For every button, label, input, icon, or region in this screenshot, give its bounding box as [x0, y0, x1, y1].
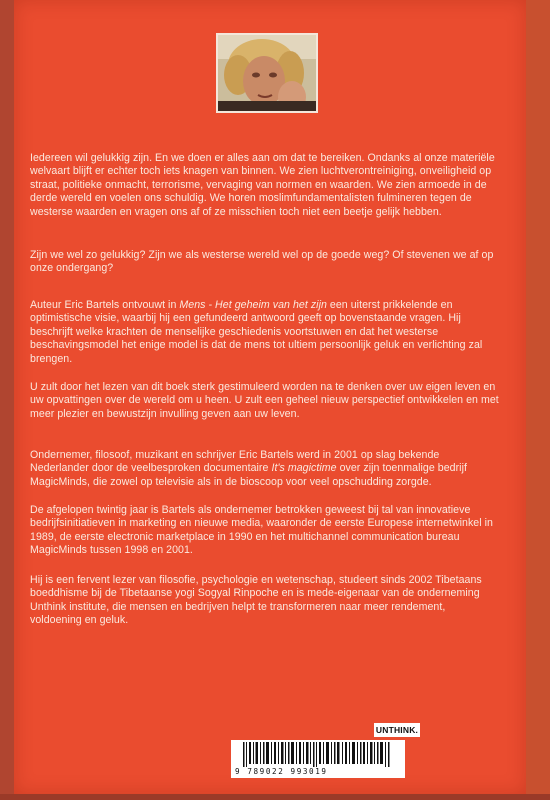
paragraph-reader-benefit: U zult door het lezen van dit boek sterk gestimuleerd worden na te denken over uw eigen leven en uw opvattingen over de wereld om u heen. U zult een geheel nieuw perspectief ontwikkelen en met meer plezier en bewustzijn invulling geven aan uw leven. [30, 381, 499, 420]
text-segment: een uiterst prikkelende en optimistische visie, waarbij hij een gefundeerd antwoord geeft op bovenstaande vragen. Hij beschrijft welke krachten de menselijke geschiedenis voortstuwen en dat het westerse beschavingsmodel het enige model is dat de mens tot ultiem persoonlijk geluk en verlichting zal brengen. [30, 299, 483, 365]
publisher-logo: UNTHINK. [375, 725, 419, 735]
paragraph-interests: Hij is een fervent lezer van filosofie, psychologie en wetenschap, studeert sinds 2002 Tibetaans boeddhisme bij de Tibetaanse yogi Sogyal Rinpoche en is mede-eigenaar van de onderneming Unthink institute, die mensen en bedrijven helpt te transformeren naar meer rendement, voldoening en geluk. [30, 574, 482, 627]
author-photo [216, 33, 318, 113]
text-segment: over zijn toenmalige bedrijf MagicMinds, die zowel op televisie als in de bioscoop voor veel opschudding zorgde. [30, 462, 467, 488]
paragraph-intro: Iedereen wil gelukkig zijn. En we doen er alles aan om dat te bereiken. Ondanks al onze materiële welvaart blijft er echter toch iets knagen van binnen. We zien luchtverontreiniging, onveiligheid op straat, politieke onmacht, terrorisme, vervaging van normen en waarden. We zien armoede in de derde wereld en voelen ons schuldig. We horen moslimfundamentalisten fulmineren tegen de westerse waarden en vragen ons af of ze misschien toch niet een beetje gelijk hebben. [30, 152, 495, 218]
text-segment: Ondernemer, filosoof, muzikant en schrijver Eric Bartels werd in 2001 op slag bekende Nederlander door de veelbesproken documentaire [30, 449, 440, 475]
spine-edge [0, 0, 14, 800]
isbn-number: 9 789022 993019 [235, 767, 328, 776]
isbn-barcode [231, 740, 405, 778]
barcode-icon [243, 742, 393, 767]
cover-bottom-edge [0, 794, 550, 800]
paragraph-author-bio [30, 449, 500, 489]
cover-right-edge [526, 0, 550, 800]
text-segment: Auteur Eric Bartels ontvouwt in [30, 299, 180, 311]
author-portrait-illustration [218, 35, 316, 111]
paragraph-author-vision [30, 299, 500, 366]
book-title: Mens - Het geheim van het zijn [179, 299, 327, 311]
paragraph-career: De afgelopen twintig jaar is Bartels als ondernemer betrokken geweest bij tal van innovatieve bedrijfsinitiatieven in marketing en nieuwe media, waaronder de eerste Europese internetwinkel in 1989, de eerste electronic marketplace in 1990 en het multichannel communication bureau MagicMinds tussen 1998 en 2001. [30, 504, 493, 557]
documentary-title: It's magictime [271, 462, 337, 475]
paragraph-questions: Zijn we wel zo gelukkig? Zijn we als westerse wereld wel op de goede weg? Of stevenen we af op onze ondergang? [30, 249, 494, 275]
